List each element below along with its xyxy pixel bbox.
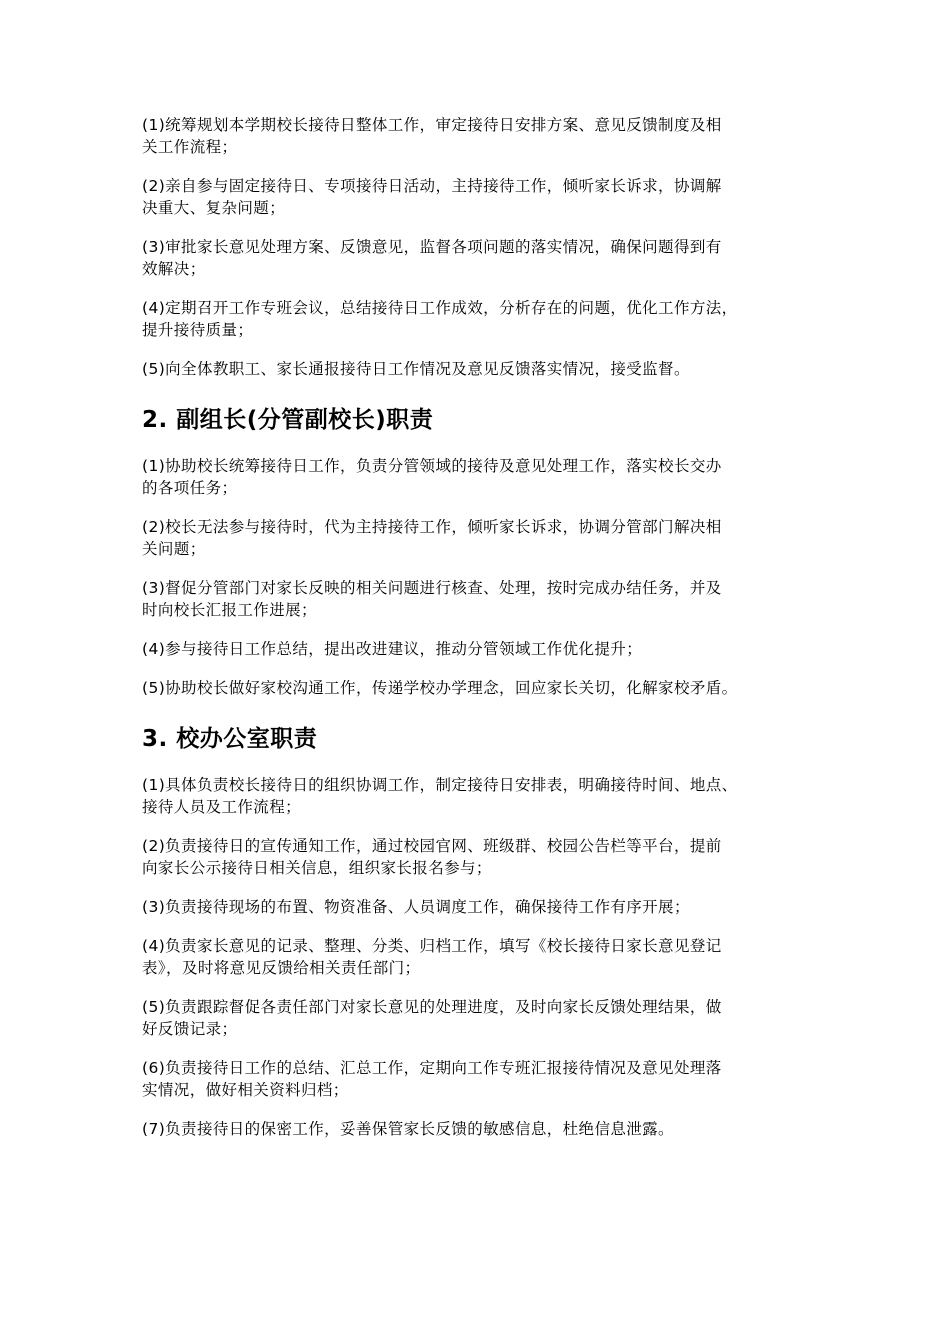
list-item [142, 1057, 812, 1101]
list-item-line: (4)参与接待日工作总结，提出改进建议，推动分管领域工作优化提升； [142, 640, 643, 658]
list-item-line: (1)统筹规划本学期校长接待日整体工作，审定接待日安排方案、意见反馈制度及相 [142, 116, 722, 134]
section-2-heading: 2. 副组长(分管副校长)职责 [142, 407, 434, 433]
list-item-line: (3)负责接待现场的布置、物资准备、人员调度工作，确保接待工作有序开展； [142, 898, 690, 916]
list-item-line: (6)负责接待日工作的总结、汇总工作，定期向工作专班汇报接待情况及意见处理落 [142, 1059, 722, 1077]
list-item [142, 577, 812, 621]
list-item-line: (3)督促分管部门对家长反映的相关问题进行核查、处理，按时完成办结任务，并及 [142, 579, 722, 597]
list-item [142, 774, 812, 818]
list-item [142, 455, 812, 499]
list-item-line: 表》，及时将意见反馈给相关责任部门； [142, 959, 421, 977]
list-item [142, 516, 812, 560]
list-item-line: 好反馈记录； [142, 1020, 238, 1038]
list-item [142, 935, 812, 979]
list-item [142, 297, 812, 341]
list-item-line: (2)校长无法参与接待时，代为主持接待工作，倾听家长诉求，协调分管部门解决相 [142, 518, 722, 536]
list-item [142, 358, 812, 380]
list-item [142, 835, 812, 879]
list-item [142, 996, 812, 1040]
section-2-items [142, 455, 810, 699]
list-item-line: (3)审批家长意见处理方案、反馈意见，监督各项问题的落实情况，确保问题得到有 [142, 238, 722, 256]
list-item-line: (5)负责跟踪督促各责任部门对家长意见的处理进度，及时向家长反馈处理结果，做 [142, 998, 722, 1016]
list-item-line: 时向校长汇报工作进展； [142, 601, 317, 619]
list-item [142, 677, 812, 699]
list-item [142, 896, 812, 918]
list-item-line: (4)负责家长意见的记录、整理、分类、归档工作，填写《校长接待日家长意见登记 [142, 937, 722, 955]
list-item-line: 向家长公示接待日相关信息，组织家长报名参与； [142, 859, 492, 877]
list-item-line: (1)协助校长统筹接待日工作，负责分管领域的接待及意见处理工作，落实校长交办 [142, 457, 722, 475]
list-item-line: 的各项任务； [142, 479, 238, 497]
list-item [142, 236, 812, 280]
list-item [142, 114, 812, 158]
section-3-items [142, 774, 810, 1140]
list-item [142, 638, 812, 660]
list-item-line: 关问题； [142, 540, 206, 558]
list-item-line: (2)亲自参与固定接待日、专项接待日活动，主持接待工作，倾听家长诉求，协调解 [142, 177, 722, 195]
list-item-line: (1)具体负责校长接待日的组织协调工作，制定接待日安排表，明确接待时间、地点、 [142, 776, 738, 794]
list-item-line: (5)向全体教职工、家长通报接待日工作情况及意见反馈落实情况，接受监督。 [142, 360, 690, 378]
list-item-line: 接待人员及工作流程； [142, 798, 302, 816]
list-item [142, 1118, 812, 1140]
section-1-items [142, 114, 810, 380]
list-item-line: 决重大、复杂问题； [142, 199, 286, 217]
list-item [142, 175, 812, 219]
list-item-line: (5)协助校长做好家校沟通工作，传递学校办学理念，回应家长关切，化解家校矛盾。 [142, 679, 738, 697]
list-item-line: 提升接待质量； [142, 321, 254, 339]
list-item-line: (2)负责接待日的宣传通知工作，通过校园官网、班级群、校园公告栏等平台，提前 [142, 837, 722, 855]
list-item-line: 效解决； [142, 260, 206, 278]
list-item-line: 关工作流程； [142, 138, 238, 156]
list-item-line: (4)定期召开工作专班会议，总结接待日工作成效，分析存在的问题，优化工作方法， [142, 299, 738, 317]
list-item-line: 实情况，做好相关资料归档； [142, 1081, 349, 1099]
list-item-line: (7)负责接待日的保密工作，妥善保管家长反馈的敏感信息，杜绝信息泄露。 [142, 1120, 674, 1138]
section-3-heading: 3. 校办公室职责 [142, 726, 318, 752]
